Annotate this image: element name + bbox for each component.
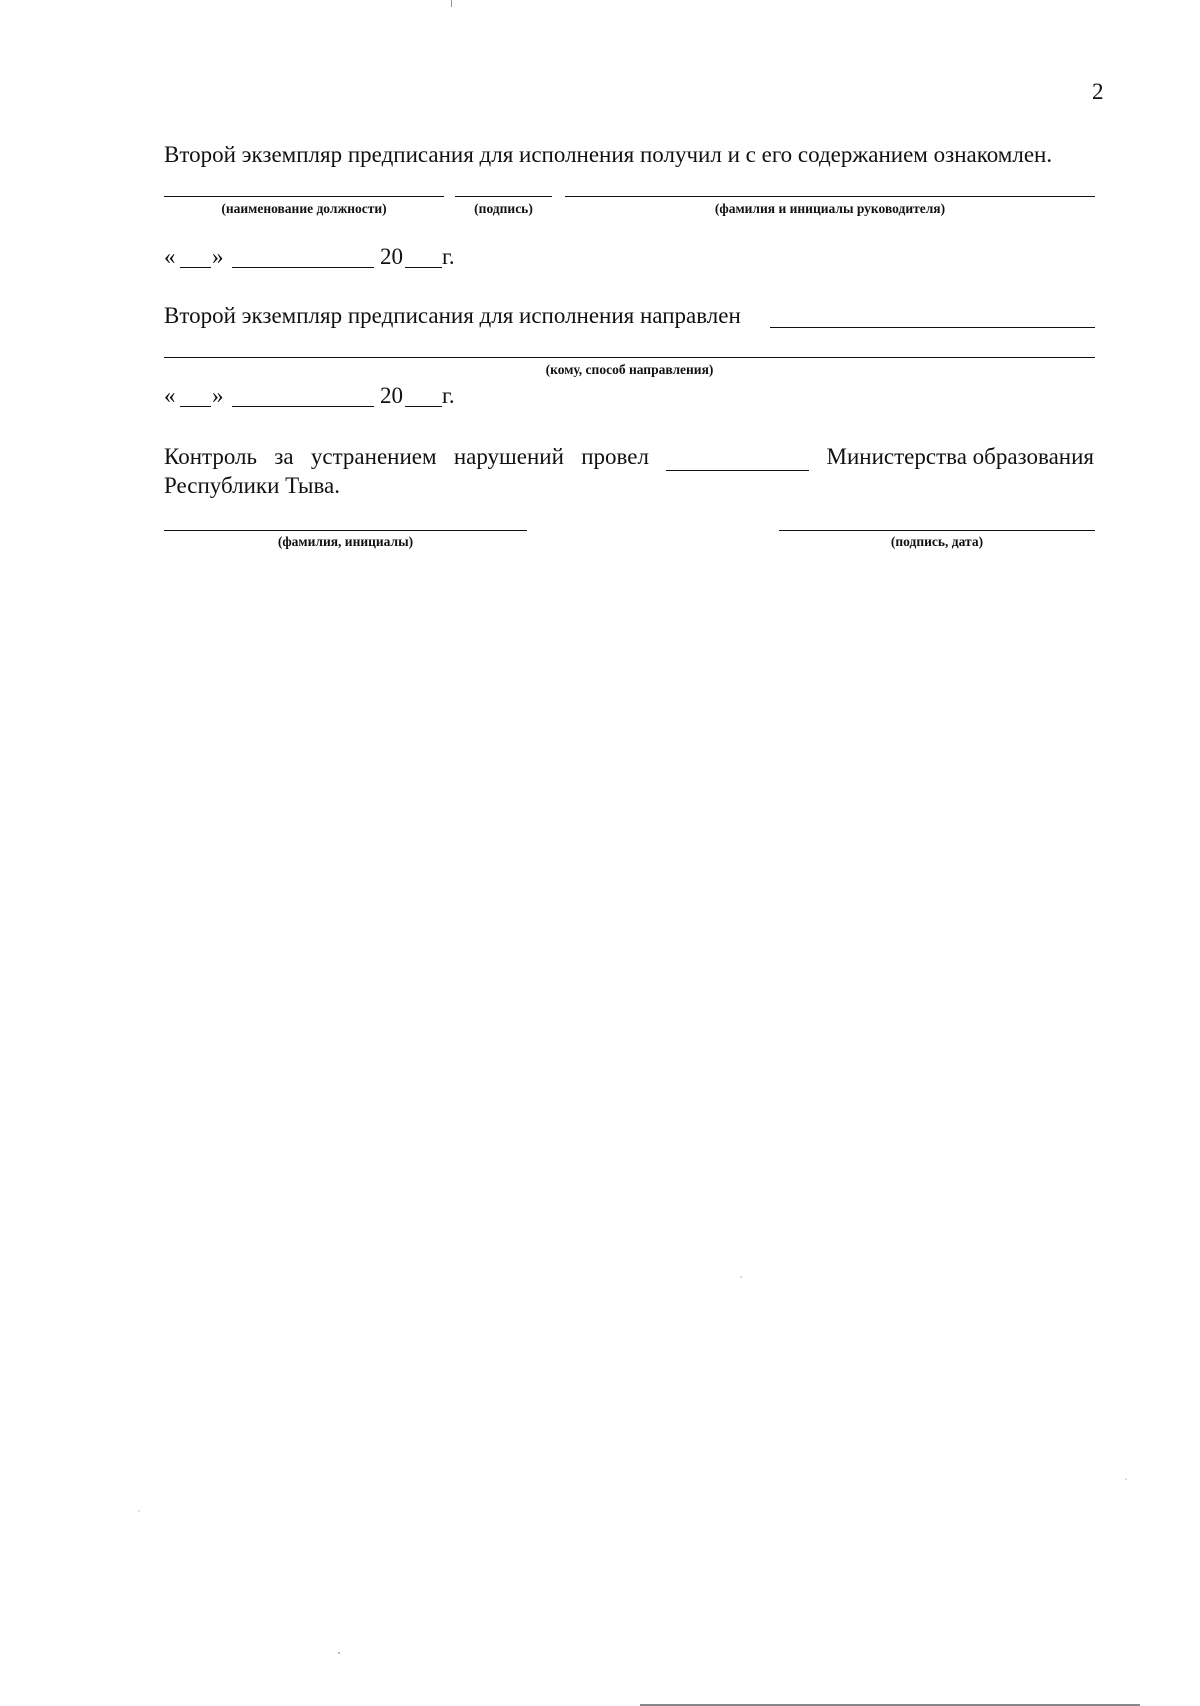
inspector-name-caption: (фамилия, инициалы) [277, 534, 414, 549]
control-statement-line-2: Республики Тыва. [164, 473, 341, 498]
scan-speck [740, 1276, 742, 1278]
scan-speck [138, 1510, 140, 1512]
year-suffix: г. [442, 244, 455, 269]
close-quote: » [212, 244, 224, 269]
year-suffix: г. [442, 383, 455, 408]
month-blank-line [232, 406, 374, 407]
year-blank-line [405, 267, 442, 268]
position-caption: (наименование должности) [221, 201, 387, 216]
year-prefix: 20 [380, 244, 403, 269]
control-statement [164, 442, 1094, 500]
control-word: устранением [310, 444, 437, 469]
manager-name-blank-line [565, 196, 1095, 197]
page-number: 2 [1092, 79, 1104, 104]
day-blank-line [180, 406, 211, 407]
position-blank-line [164, 196, 444, 197]
control-word: Контроль [164, 444, 257, 469]
open-quote: « [164, 244, 176, 269]
sent-caption: (кому, способ направления) [545, 362, 714, 377]
control-word: провел [581, 444, 649, 469]
control-word: нарушений [453, 444, 564, 469]
scan-mark-top [451, 0, 452, 7]
sent-blank-line-1 [770, 327, 1095, 328]
inspector-name-blank-line [164, 530, 527, 531]
inspector-blank-line [666, 470, 809, 471]
control-statement-line-1 [164, 442, 1094, 471]
inspector-signature-caption: (подпись, дата) [890, 534, 984, 549]
signature-caption: (подпись) [474, 201, 533, 216]
close-quote: » [212, 383, 224, 408]
year-prefix: 20 [380, 383, 403, 408]
signature-blank-line [455, 196, 552, 197]
scan-speck [1125, 1478, 1127, 1480]
control-word: за [274, 444, 294, 469]
received-statement: Второй экземпляр предписания для исполнения получил и с его содержанием ознакомлен. [164, 142, 1053, 167]
day-blank-line [180, 267, 211, 268]
month-blank-line [232, 267, 374, 268]
year-blank-line [405, 406, 442, 407]
open-quote: « [164, 383, 176, 408]
sent-statement: Второй экземпляр предписания для исполнения направлен [164, 303, 741, 328]
manager-name-caption: (фамилия и инициалы руководителя) [714, 201, 946, 216]
ministry-text: Министерства образования [826, 444, 1094, 469]
sent-blank-line-2 [164, 357, 1095, 358]
inspector-signature-blank-line [779, 530, 1095, 531]
scan-speck [338, 1652, 340, 1654]
